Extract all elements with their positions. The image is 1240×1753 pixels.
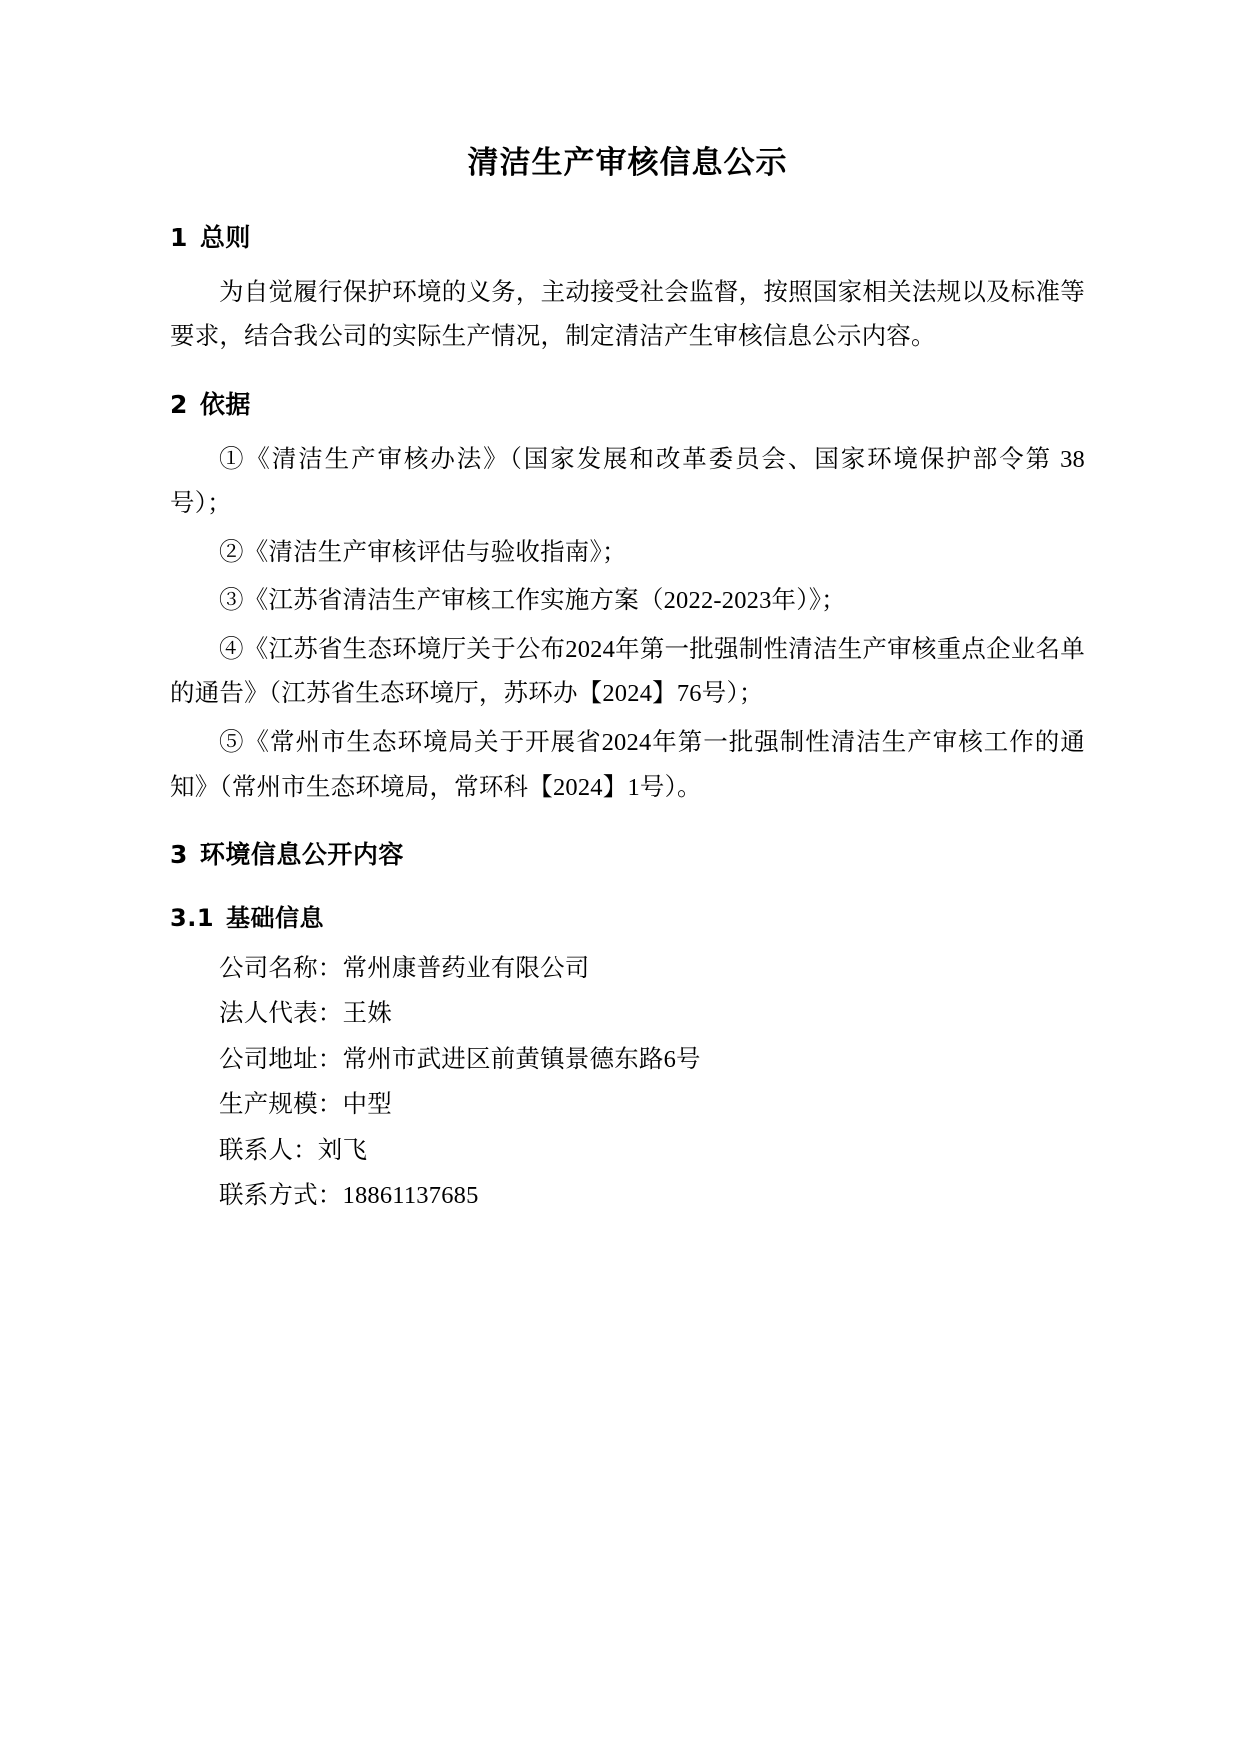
list-item: 公司地址：常州市武进区前黄镇景德东路6号: [219, 1045, 701, 1073]
section-title-2: 依据: [199, 390, 251, 420]
subsection-heading-3-1: [170, 900, 1085, 936]
section-heading-2: [170, 386, 1085, 424]
list-item: 法人代表：王姝: [219, 1000, 392, 1028]
section-title-3: 环境信息公开内容: [199, 840, 404, 870]
section-number-3: 3: [170, 840, 188, 870]
subsection-number: 3.1: [170, 903, 215, 932]
list-item: 生产规模：中型: [219, 1091, 392, 1119]
section-title-1: 总则: [199, 223, 251, 253]
reference-item: ③《江苏省清洁生产审核工作实施方案（2022-2023年）》；: [219, 587, 846, 615]
section-number-1: 1: [170, 223, 188, 253]
section-1-paragraph: 为自觉履行保护环境的义务，主动接受社会监督，按照国家相关法规以及标准等要求，结合我公司的实际生产情况，制定清洁产生审核信息公示内容。: [170, 278, 1085, 351]
page-title: 清洁生产审核信息公示: [467, 145, 788, 181]
reference-item: ①《清洁生产审核办法》（国家发展和改革委员会、国家环境保护部令第 38 号）；: [170, 445, 1085, 518]
section-heading-1: [170, 219, 1085, 257]
reference-item: ④《江苏省生态环境厅关于公布2024年第一批强制性清洁生产审核重点企业名单的通告》（江苏省生态环境厅，苏环办【2024】76号）；: [170, 635, 1085, 708]
reference-item: ⑤《常州市生态环境局关于开展省2024年第一批强制性清洁生产审核工作的通知》（常州市生态环境局，常环科【2024】1号）。: [170, 729, 1085, 801]
section-number-2: 2: [170, 390, 188, 420]
reference-item: ②《清洁生产审核评估与验收指南》；: [219, 538, 627, 566]
subsection-title: 基础信息: [226, 903, 325, 932]
list-item: 公司名称：常州康普药业有限公司: [219, 954, 590, 982]
list-item: 联系方式：18861137685: [219, 1182, 479, 1210]
section-heading-3: [170, 836, 1085, 874]
basic-info-list: [170, 946, 1085, 1219]
list-item: 联系人：刘飞: [219, 1136, 368, 1164]
